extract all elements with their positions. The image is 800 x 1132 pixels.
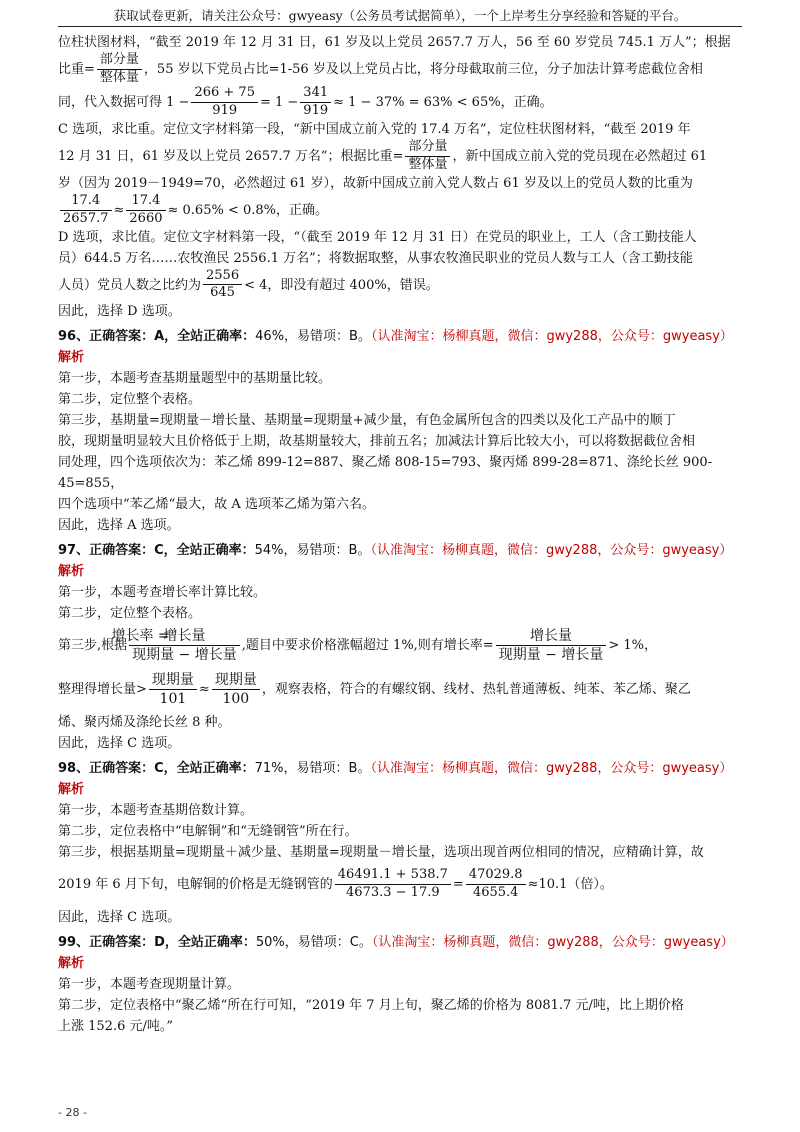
q95-line: D 选项，求比值。定位文字材料第一段，“（截至 2019 年 12 月 31 日）在党员的职业上，工人（含工勤技能人 xyxy=(58,229,697,245)
q95-line: 比重= $\frac{\text{部分量}}{\text{整体量}}$ ，55 岁以下党员占比=1-56 岁及以上党员占比，将分母截取前三位，分子加法计算考虑截位舍相 xyxy=(58,52,703,85)
fraction: $\frac{266 + 75}{919}$ xyxy=(191,86,258,119)
q95-conclusion: 因此，选择 D 选项。 xyxy=(58,304,181,320)
fraction: $\frac{341}{919}$ xyxy=(300,86,331,119)
page-number: - 28 - xyxy=(58,1106,87,1119)
q96-step: 第三步，基期量=现期量－增长量、基期量=现期量+减少量，有色金属所包含的四类以及化工产品中的顺丁 xyxy=(58,413,676,429)
analysis-label: 解析 xyxy=(58,564,85,580)
q96-step: 同处理，四个选项依次为：苯乙烯 899-12=887、聚乙烯 808-15=793、聚丙烯 899-28=871、涤纶长丝 900-45=855， xyxy=(58,455,713,492)
q95-line: 岁（因为 2019－1949=70，必然超过 61 岁），故新中国成立前入党人数占 61 岁及以上的党员人数的比重为 xyxy=(58,175,693,191)
q95-line: 同，代入数据可得 1 − $\frac{266 + 75}{919}$ = 1 − $\frac{341}{919}$ ≈ 1 − 37% = 63% < 65%，正确。 xyxy=(58,84,553,118)
q95-line: 人员）党员人数之比约为 $\frac{2556}{645}$ < 4，即没有超过 400%，错误。 xyxy=(58,267,439,301)
q97-step: 第一步，本题考查增长率计算比较。 xyxy=(58,585,267,601)
fraction: $\frac{47029.8}{4655.4}$ xyxy=(466,868,526,901)
q99-step: 上涨 152.6 元/吨。” xyxy=(58,1019,174,1035)
q95-line: 12 月 31 日，61 岁及以上党员 2657.7 万名”；根据比重= $\frac{\text{部分量}}{\text{整体量}}$ ，新中国成立前入党的党员现在必然超过 61 xyxy=(58,138,708,172)
q95-line: C 选项，求比重。定位文字材料第一段，“新中国成立前入党的 17.4 万名”，定位柱状图材料，“截至 2019 年 xyxy=(58,121,691,137)
answer-heading-99: 99、正确答案：D，全站正确率：50%，易错项：C。（认准淘宝：杨柳真题，微信：gwy288，公众号：gwyeasy） xyxy=(58,935,734,951)
q95-line: 位柱状图材料，“截至 2019 年 12 月 31 日，61 岁及以上党员 2657.7 万人，56 至 60 岁党员 745.1 万人”；根据 xyxy=(58,35,731,50)
fraction: $\frac{2556}{645}$ xyxy=(203,269,242,302)
header-divider xyxy=(58,26,742,27)
q99-step: 第一步，本题考查现期量计算。 xyxy=(58,977,241,993)
analysis-label: 解析 xyxy=(58,350,85,366)
fraction-growth-rate: $\frac{\text{增长量}}{\text{现期量 − 增长量}}$ xyxy=(496,628,607,663)
q98-step: 第一步，本题考查基期倍数计算。 xyxy=(58,803,254,819)
analysis-label: 解析 xyxy=(58,782,85,798)
q95-line: 员）644.5 万名……农牧渔民 2556.1 万名”；将数据取整，从事农牧渔民职业的党员人数与工人（含工勤技能 xyxy=(58,250,693,266)
answer-heading-96: 96、正确答案：A，全站正确率：46%，易错项：B。（认准淘宝：杨柳真题，微信：gwy288，公众号：gwyeasy） xyxy=(58,329,733,345)
fraction-part-whole: $\frac{\text{部分量}}{\text{整体量}}$ xyxy=(97,53,142,86)
page-header: 获取试卷更新，请关注公众号：gwyeasy（公务员考试据简单），一个上岸考生分享经验和答疑的平台。 xyxy=(113,8,687,23)
q97-conclusion: 因此，选择 C 选项。 xyxy=(58,736,181,752)
q98-step: 第二步，定位表格中“电解铜”和“无缝钢管”所在行。 xyxy=(58,824,358,840)
fraction: $\frac{17.4}{2657.7}$ xyxy=(60,194,112,227)
q97-step: 第二步，定位整个表格。 xyxy=(58,606,202,622)
q98-step: 2019 年 6 月下旬，电解铜的价格是无缝钢管的 $\frac{46491.1 + 538.7}{4673.3 - 17.9}$ = $\frac{47029.8}{4655.4}$ ≈10.1（倍）。 xyxy=(58,867,613,901)
answer-heading-98: 98、正确答案：C，全站正确率：71%，易错项：B。（认准淘宝：杨柳真题，微信：gwy288，公众号：gwyeasy） xyxy=(58,761,733,777)
q97-step: 第三步,根据 增长率 = 增长量 现期量 − 增长量 ,题目中要求价格涨幅超过 1%,则有增长率= $\frac{\text{增长量}}{\text{现期量 − 增长量}}$ > 1%， xyxy=(58,628,658,664)
fraction: $\frac{\text{现期量}}{101}$ xyxy=(149,672,197,707)
q96-step: 胶，现期量明显较大且价格低于上期，故基期量较大，排前五名；加减法计算后比较大小，可以将数据截位舍相 xyxy=(58,434,696,450)
q97-step: 整理得增长量> $\frac{\text{现期量}}{101}$ ≈ $\frac{\text{现期量}}{100}$ ，观察表格，符合的有螺纹钢、线材、热轧普通薄板、纯苯、苯乙烯、聚乙 xyxy=(58,672,691,708)
analysis-label: 解析 xyxy=(58,956,85,972)
fraction-part-whole: $\frac{\text{部分量}}{\text{整体量}}$ xyxy=(405,140,450,173)
q99-step: 第二步，定位表格中“聚乙烯“所在行可知，“2019 年 7 月上旬，聚乙烯的价格为 8081.7 元/吨，比上期价格 xyxy=(58,998,684,1014)
q97-step: 烯、聚丙烯及涤纶长丝 8 种。 xyxy=(58,715,231,731)
q96-step: 第二步，定位整个表格。 xyxy=(58,392,202,408)
document-body xyxy=(58,32,746,1037)
fraction: $\frac{17.4}{2660}$ xyxy=(126,194,165,227)
answer-heading-97: 97、正确答案：C，全站正确率：54%，易错项：B。（认准淘宝：杨柳真题，微信：gwy288，公众号：gwyeasy） xyxy=(58,543,733,559)
fraction-growth-rate: 增长率 = 增长量 现期量 − 增长量 xyxy=(129,628,240,663)
q98-step: 第三步，根据基期量=现期量＋减少量、基期量=现期量－增长量，选项出现首两位相同的情况，应精确计算，故 xyxy=(58,845,704,861)
q96-step: 第一步，本题考查基期量题型中的基期量比较。 xyxy=(58,371,332,387)
q98-conclusion: 因此，选择 C 选项。 xyxy=(58,910,181,926)
fraction: $\frac{46491.1 + 538.7}{4673.3 - 17.9}$ xyxy=(335,868,451,901)
q96-step: 四个选项中“苯乙烯“最大，故 A 选项苯乙烯为第六名。 xyxy=(58,497,375,513)
q95-line: $\frac{17.4}{2657.7}$ ≈ $\frac{17.4}{2660}$ ≈ 0.65% < 0.8%，正确。 xyxy=(58,194,746,227)
fraction: $\frac{\text{现期量}}{100}$ xyxy=(212,672,260,707)
q96-conclusion: 因此，选择 A 选项。 xyxy=(58,518,180,534)
